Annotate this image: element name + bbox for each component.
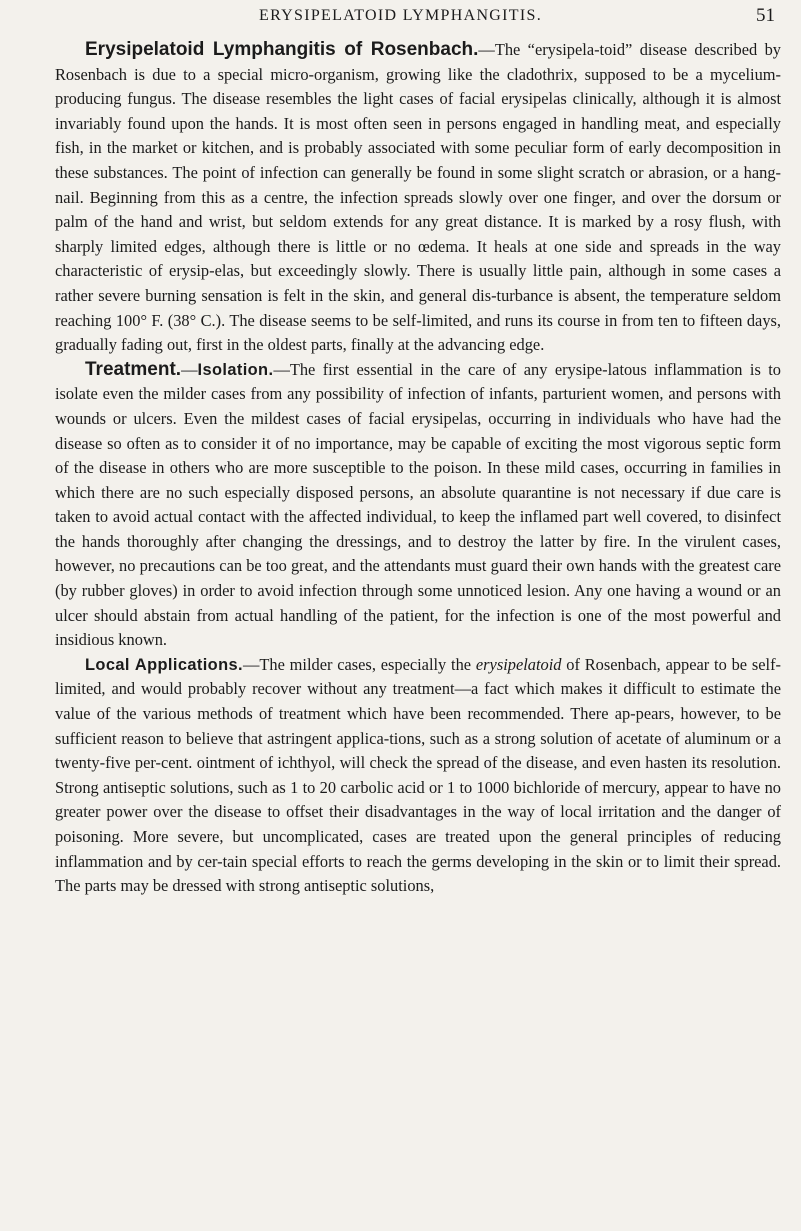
paragraph-text: —The first essential in the care of any erysipe-latous inflammation is to isolate even the milder cases from any possibility of infection of infants, parturient women, and persons with wounds or ulcers. Even the mildest cases of facial erysipelas, occurring in individuals who have had the disease so often as to consider it of no importance, may be capable of exciting the most vigorous septic form of the disease in others who are more susceptible to the poison. In these mild cases, occurring in families in which there are no such especially disposed persons, an absolute quarantine is not necessary if due care is taken to avoid actual contact with the affected individual, to keep the inflamed part well covered, to disinfect the hands thoroughly after changing the dressings, and to destroy the latter by fire. In the virulent cases, however, no precautions can be too great, and the attendants must guard their own hands with the greatest care (by rubber gloves) in order to avoid infection through some unnoticed lesion. Any one having a wound or an ulcer should abstain from actual handling of the patient, for the infection is one of the most powerful and insidious known. bbox=[55, 359, 781, 650]
italic-term: erysipelatoid bbox=[475, 654, 562, 674]
running-head bbox=[0, 4, 801, 24]
page-body bbox=[55, 38, 781, 899]
section-heading-treatment: Treatment. bbox=[85, 358, 182, 380]
paragraph-text: —The milder cases, especially the bbox=[242, 654, 476, 674]
paragraph-local-applications bbox=[55, 653, 781, 899]
running-head-title: ERYSIPELATOID LYMPHANGITIS. bbox=[259, 7, 542, 24]
subheading-isolation: Isolation. bbox=[197, 360, 274, 379]
page-number: 51 bbox=[756, 5, 775, 26]
paragraph-erysipelatoid bbox=[55, 38, 781, 358]
subheading-local-applications: Local Applications. bbox=[85, 655, 243, 674]
paragraph-treatment: Treatment.—Isolation.—The first essential in the care of any erysipe-latous inflammation is to isolate even the milder cases from any possibility of infection of infants, parturient women, and persons with wounds or ulcers. Even the mildest cases of facial erysipelas, occurring in individuals who have had the disease so often as to consider it of no importance, may be capable of exciting the most vigorous septic form of the disease in others who are more susceptible to the poison. In these mild cases, occurring in families in which there are no such especially disposed persons, an absolute quarantine is not necessary if due care is taken to avoid actual contact with the affected individual, to keep the inflamed part well covered, to disinfect the hands thoroughly after changing the dressings, and to destroy the latter by fire. In the virulent cases, however, no precautions can be too great, and the attendants must guard their own hands with the greatest care (by rubber gloves) in order to avoid infection through some unnoticed lesion. Any one having a wound or an ulcer should abstain from actual handling of the patient, for the infection is one of the most powerful and insidious known. bbox=[55, 358, 781, 650]
section-heading-erysipelatoid: Erysipelatoid Lymphangitis of Rosenbach. bbox=[85, 39, 479, 60]
paragraph-text: —The “erysipela-toid” disease described by Rosenbach is due to a special micro-organism, growing like the cladothrix, supposed to be a mycelium-producing fungus. The disease resembles the light cases of facial erysipelas clinically, although it is almost invariably found upon the hands. It is most often seen in persons engaged in handling meat, and especially fish, in the market or kitchen, and is probably associated with some peculiar form of early decomposition in these substances. The point of infection can generally be found in some slight scratch or abrasion, or a hang-nail. Beginning from this as a centre, the infection spreads slowly over one finger, and over the dorsum or palm of the hand and wrist, but seldom extends for any great distance. It is marked by a rosy flush, with sharply limited edges, although there is little or no œdema. It heals at one side and spreads in the way characteristic of erysip-elas, but exceedingly slowly. There is usually little pain, although in some cases a rather severe burning sensation is felt in the skin, and general dis-turbance is absent, the temperature seldom reaching 100° F. (38° C.). The disease seems to be self-limited, and runs its course in from ten to fifteen days, gradually fading out, first in the oldest parts, finally at the advancing edge. bbox=[55, 40, 781, 355]
paragraph-text: of Rosenbach, appear to be self-limited, and would probably recover without any treatment—a fact which makes it difficult to estimate the value of the various methods of treatment which have been recommended. There ap-pears, however, to be sufficient reason to believe that astringent applica-tions, such as a strong solution of acetate of aluminum or a twenty-five per-cent. ointment of ichthyol, will check the spread of the disease, and even hasten its resolution. Strong antiseptic solutions, such as 1 to 20 carbolic acid or 1 to 1000 bichloride of mercury, appear to have no greater power over the disease to offset their disadvantages in the way of local irritation and the danger of poisoning. More severe, but uncomplicated, cases are treated upon the general principles of reducing inflammation and by cer-tain special efforts to reach the germs developing in the skin or to limit their spread. The parts may be dressed with strong antiseptic solutions, bbox=[55, 654, 781, 896]
